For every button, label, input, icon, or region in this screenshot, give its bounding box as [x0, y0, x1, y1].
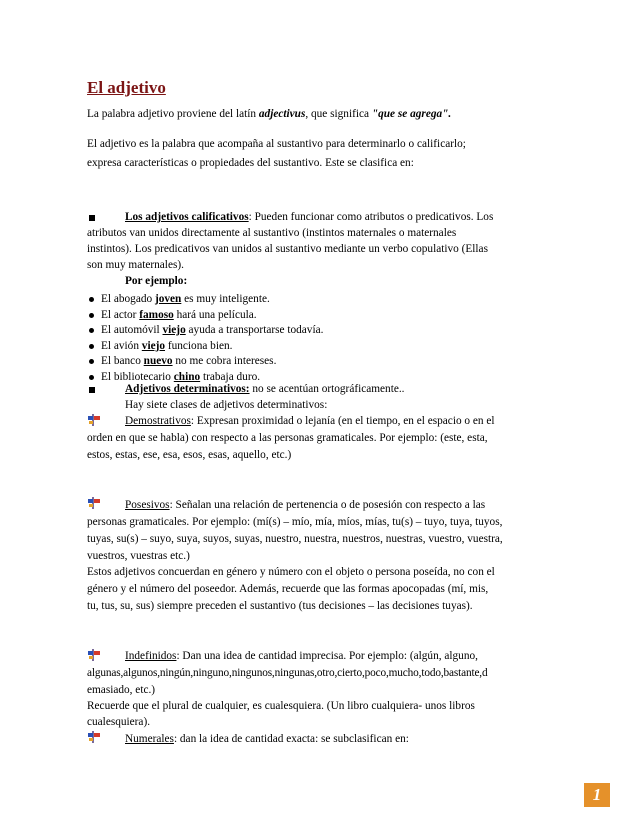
example-text: El automóvil [101, 324, 163, 336]
example-item [101, 307, 257, 323]
posesivos-line-6: género y el número del poseedor. Además, recuerde que las formas apocopadas (mí, mis, [87, 583, 489, 595]
page-number: 1 [592, 785, 602, 804]
posesivos-text: : Señalan una relación de pertenencia o de posesión con respecto a las [169, 499, 486, 511]
demostrativos-heading: Demostrativos [125, 415, 191, 427]
page-title: El adjetivo [87, 78, 166, 97]
example-text: trabaja duro. [200, 371, 261, 383]
intro-line-2: El adjetivo es la palabra que acompaña al sustantivo para determinarlo o calificarlo; [87, 138, 466, 150]
example-text: El avión [101, 340, 142, 352]
flag-bullet-icon [87, 413, 103, 427]
numerales-heading: Numerales [125, 733, 174, 745]
round-bullet-icon [89, 344, 94, 349]
meaning-term: "que se agrega". [371, 108, 452, 120]
numerales-line-1 [125, 731, 409, 747]
indefinidos-line-3: emasiado, etc.) [87, 684, 156, 696]
square-bullet-icon [89, 215, 95, 221]
posesivos-line-1 [125, 497, 485, 513]
round-bullet-icon [89, 313, 94, 318]
example-text: hará una película. [173, 309, 257, 321]
example-item [101, 353, 276, 369]
example-text: El bibliotecario [101, 371, 174, 383]
determinativos-text: no se acentúan ortográficamente.. [249, 383, 405, 395]
example-adjective: viejo [162, 324, 186, 336]
calificativos-heading: Los adjetivos calificativos [125, 211, 249, 223]
calificativos-text: : Pueden funcionar como atributos o predicativos. Los [248, 211, 494, 223]
example-text: El abogado [101, 293, 155, 305]
example-item [101, 291, 270, 307]
example-adjective: joven [154, 293, 182, 305]
indefinidos-heading: Indefinidos [125, 650, 177, 662]
calificativos-line-1 [125, 209, 493, 225]
square-bullet-icon [89, 387, 95, 393]
demostrativos-text: : Expresan proximidad o lejanía (en el tiempo, en el espacio o en el [190, 415, 495, 427]
example-text: es muy inteligente. [181, 293, 270, 305]
example-text: funciona bien. [165, 340, 233, 352]
posesivos-line-4: vuestros, vuestras etc.) [87, 550, 190, 562]
intro-text: , que significa [305, 108, 372, 120]
posesivos-line-7: tu, tus, su, sus) siempre preceden el sustantivo (tus decisiones – las decisiones tuyas). [87, 600, 473, 612]
posesivos-line-2: personas gramaticales. Por ejemplo: (mí(s) – mío, mía, míos, mías, tu(s) – tuyo, tuya, tuyos, [87, 516, 503, 528]
round-bullet-icon [89, 328, 94, 333]
flag-bullet-icon [87, 730, 103, 744]
posesivos-line-5: Estos adjetivos concuerdan en género y número con el objeto o persona poseída, no con el [87, 566, 495, 578]
intro-line-1 [87, 106, 451, 122]
example-adjective: nuevo [143, 355, 173, 367]
example-text: El actor [101, 309, 140, 321]
example-adjective: chino [173, 371, 201, 383]
example-text: El banco [101, 355, 144, 367]
determinativos-line-2: Hay siete clases de adjetivos determinativos: [125, 399, 328, 411]
indefinidos-line-4: Recuerde que el plural de cualquier, es cualesquiera. (Un libro cualquiera- unos libros [87, 700, 475, 712]
indefinidos-line-2: algunas,algunos,ningún,ninguno,ningunos,ningunas,otro,cierto,poco,mucho,todo,bastante,d [87, 667, 488, 679]
determinativos-line-1 [125, 381, 405, 397]
calificativos-line-4: son muy maternales). [87, 259, 184, 271]
demostrativos-line-2: orden en que se habla) con respecto a las personas gramaticales. Por ejemplo: (este, esta, [87, 432, 488, 444]
posesivos-line-3: tuyas, su(s) – suyo, suya, suyos, suyas, nuestro, nuestra, nuestros, nuestras, vuestro, vuestra, [87, 533, 503, 545]
example-adjective: famoso [139, 309, 174, 321]
example-adjective: viejo [141, 340, 166, 352]
example-text: no me cobra intereses. [172, 355, 277, 367]
latin-term: adjectivus [258, 108, 306, 120]
posesivos-heading: Posesivos [125, 499, 170, 511]
demostrativos-line-3: estos, estas, ese, esa, esos, esas, aquello, etc.) [87, 449, 292, 461]
numerales-text: : dan la idea de cantidad exacta: se subclasifican en: [173, 733, 409, 745]
indefinidos-text: : Dan una idea de cantidad imprecisa. Por ejemplo: (algún, alguno, [176, 650, 478, 662]
example-item [101, 338, 232, 354]
example-text: ayuda a transportarse todavía. [185, 324, 324, 336]
round-bullet-icon [89, 359, 94, 364]
demostrativos-line-1 [125, 413, 495, 429]
determinativos-heading: Adjetivos determinativos: [125, 383, 250, 395]
calificativos-line-2: atributos van unidos directamente al sustantivo (instintos maternales o maternales [87, 227, 457, 239]
flag-bullet-icon [87, 496, 103, 510]
round-bullet-icon [89, 375, 94, 380]
example-item [101, 322, 323, 338]
intro-text: La palabra adjetivo proviene del latín [87, 108, 259, 120]
example-label: Por ejemplo: [125, 275, 188, 287]
flag-bullet-icon [87, 648, 103, 662]
intro-line-3: expresa características o propiedades del sustantivo. Este se clasifica en: [87, 157, 414, 169]
calificativos-line-3: instintos). Los predicativos van unidos al sustantivo mediante un verbo copulativo (Ellas [87, 243, 488, 255]
page-number-badge [584, 783, 610, 807]
round-bullet-icon [89, 297, 94, 302]
indefinidos-line-5: cualesquiera). [87, 716, 151, 728]
indefinidos-line-1 [125, 648, 478, 664]
